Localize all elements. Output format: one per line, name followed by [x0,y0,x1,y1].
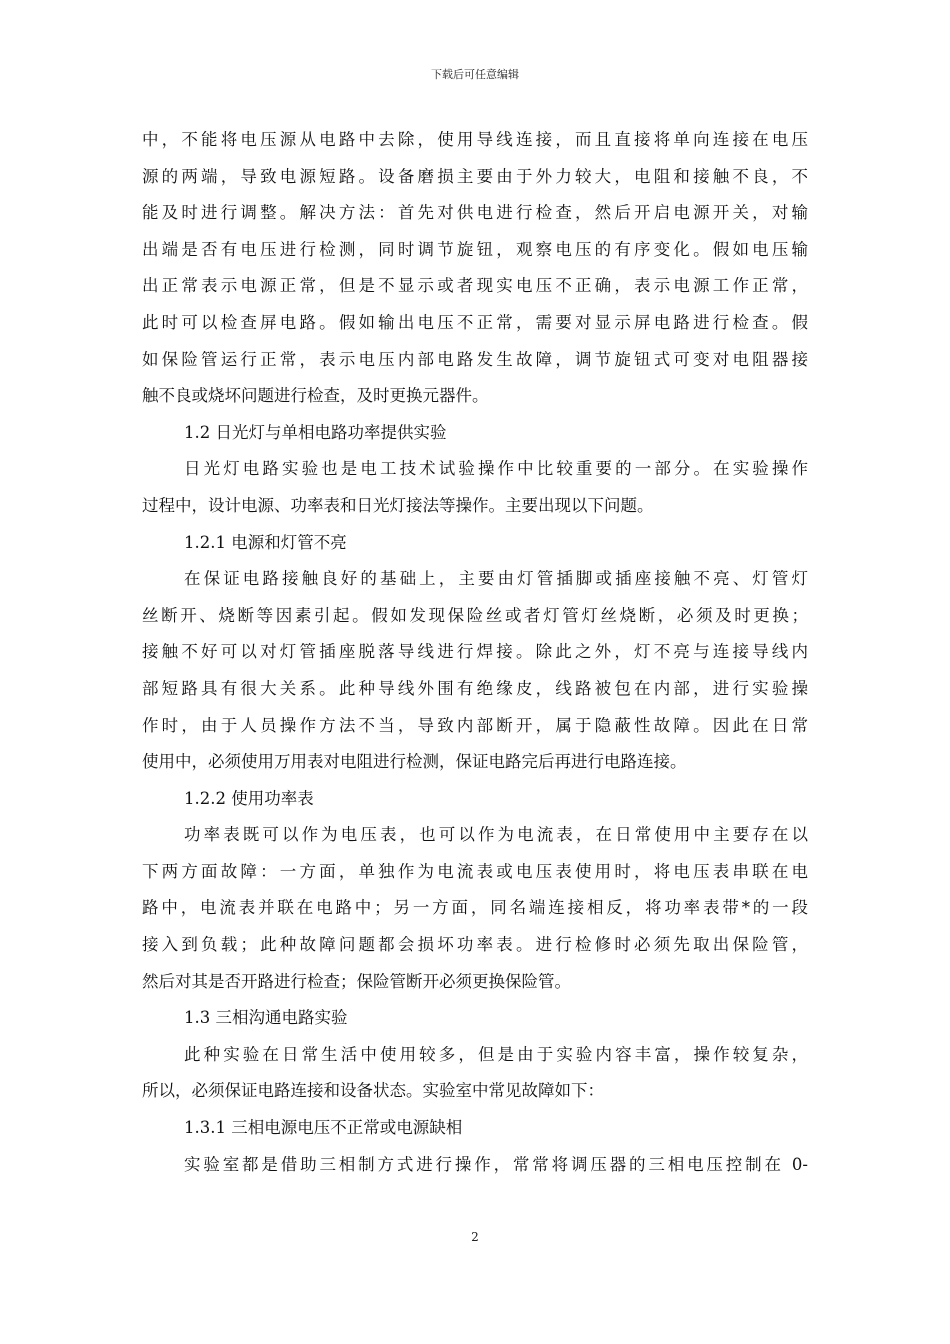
text-line: 使用中，必须使用万用表对电阻进行检测，保证电路完后再进行电路连接。 [142,752,687,772]
text-line: 出正常表示电源正常，但是不显示或者现实电压不正确，表示电源工作正常， [142,276,808,296]
section-heading: 1.2 日光灯与单相电路功率提供实验 [184,422,447,442]
text-line: 中，不能将电压源从电路中去除，使用导线连接，而且直接将单向连接在电压 [142,130,808,149]
text-line: 路中，电流表并联在电路中；另一方面，同名端连接相反，将功率表带*的一段 [142,898,808,918]
text-line: 实验室都是借助三相制方式进行操作，常常将调压器的三相电压控制在 0- [184,1154,808,1174]
page-number: 2 [471,1230,479,1244]
text-line: 源的两端，导致电源短路。设备磨损主要由于外力较大，电阻和接触不良，不 [142,166,808,186]
text-line: 丝断开、烧断等因素引起。假如发现保险丝或者灯管灯丝烧断，必须及时更换； [142,605,808,625]
text-line: 出端是否有电压进行检测，同时调节旋钮，观察电压的有序变化。假如电压输 [142,239,808,259]
page-header-note: 下载后可任意编辑 [431,68,519,81]
section-heading: 1.2.1 电源和灯管不亮 [184,532,347,552]
text-line: 触不良或烧坏问题进行检查，及时更换元器件。 [142,386,489,406]
text-line: 功率表既可以作为电压表，也可以作为电流表，在日常使用中主要存在以 [184,825,808,845]
section-heading: 1.3.1 三相电源电压不正常或电源缺相 [184,1118,463,1138]
text-line: 日光灯电路实验也是电工技术试验操作中比较重要的一部分。在实验操作 [184,459,808,479]
text-line: 作时，由于人员操作方法不当，导致内部断开，属于隐蔽性故障。因此在日常 [142,715,808,735]
text-line: 此种实验在日常生活中使用较多，但是由于实验内容丰富，操作较复杂， [184,1044,808,1064]
text-line: 下两方面故障：一方面，单独作为电流表或电压表使用时，将电压表串联在电 [142,861,808,881]
section-heading: 1.2.2 使用功率表 [184,788,314,808]
document-body [142,122,808,1183]
text-line: 然后对其是否开路进行检查；保险管断开必须更换保险管。 [142,971,571,991]
section-heading: 1.3 三相沟通电路实验 [184,1008,348,1028]
text-line: 所以，必须保证电路连接和设备状态。实验室中常见故障如下： [142,1081,604,1101]
text-line: 过程中，设计电源、功率表和日光灯接法等操作。主要出现以下问题。 [142,495,654,515]
text-line: 部短路具有很大关系。此种导线外围有绝缘皮，线路被包在内部，进行实验操 [142,678,808,698]
text-line: 接入到负载；此种故障问题都会损坏功率表。进行检修时必须先取出保险管， [142,935,808,955]
text-line: 如保险管运行正常，表示电压内部电路发生故障，调节旋钮式可变对电阻器接 [142,349,808,369]
text-line: 在保证电路接触良好的基础上，主要由灯管插脚或插座接触不亮、灯管灯 [184,569,808,589]
text-line: 此时可以检查屏电路。假如输出电压不正常，需要对显示屏电路进行检查。假 [142,312,808,332]
text-line: 接触不好可以对灯管插座脱落导线进行焊接。除此之外，灯不亮与连接导线内 [142,642,808,662]
text-line: 能及时进行调整。解决方法：首先对供电进行检查，然后开启电源开关，对输 [142,203,808,223]
